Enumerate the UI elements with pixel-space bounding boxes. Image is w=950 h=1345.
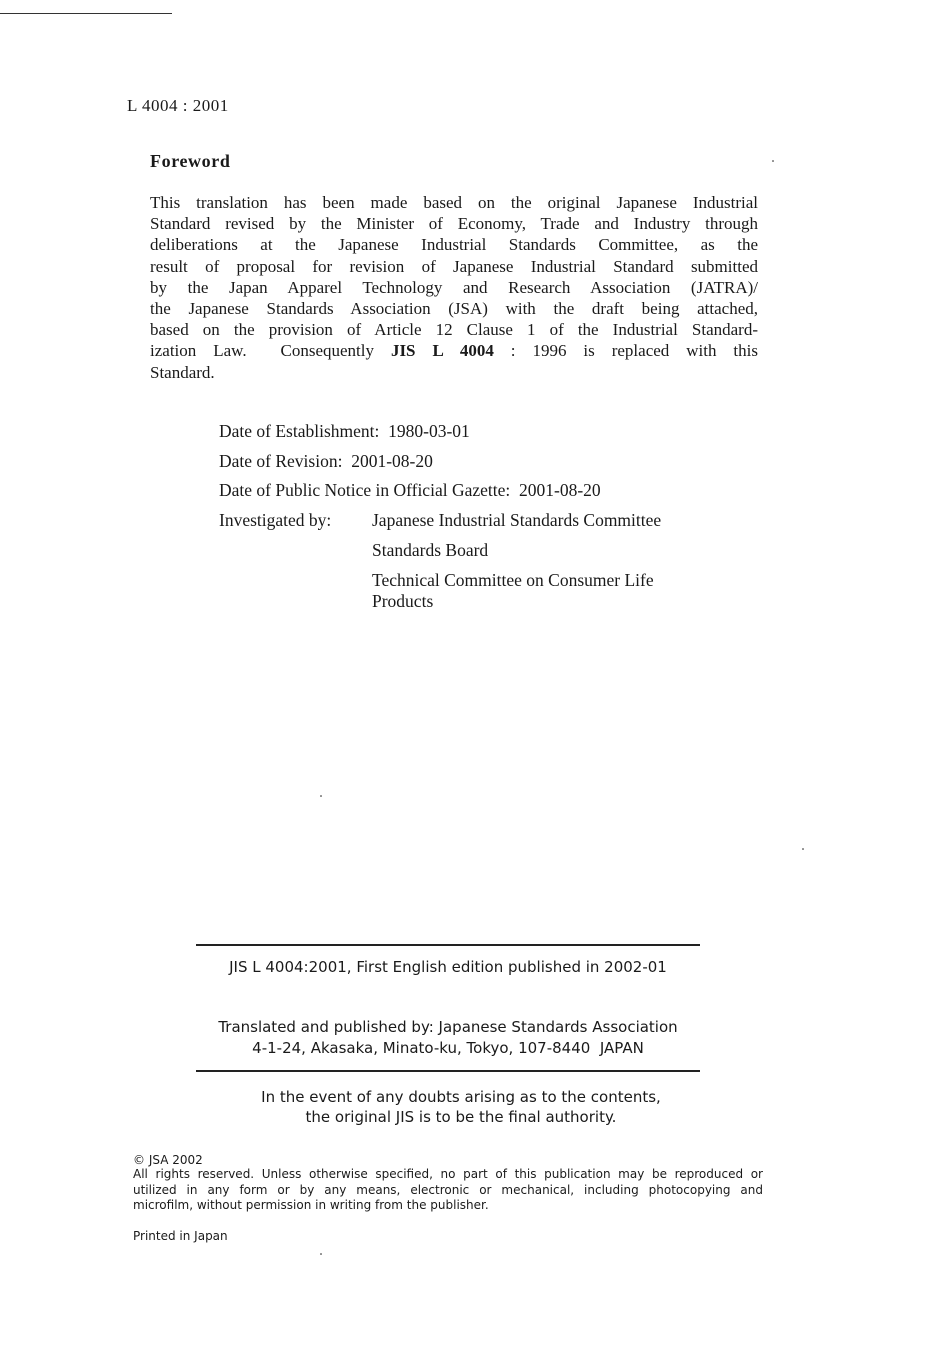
foreword-heading: Foreword	[150, 151, 231, 171]
rights-line: utilized in any form or by any means, electronic or mechanical, including photocopying and	[133, 1182, 763, 1197]
investigated-by-label: Investigated by:	[219, 510, 332, 530]
publisher-address: 4-1-24, Akasaka, Minato-ku, Tokyo, 107-8440 JAPAN	[252, 1039, 644, 1057]
scan-speck	[320, 795, 322, 797]
document-id: L 4004 : 2001	[127, 96, 229, 115]
standard-reference: JIS L 4004	[390, 341, 494, 361]
foreword-paragraph	[150, 192, 758, 383]
foreword-line-text: : 1996 is replaced with this	[493, 341, 758, 361]
foreword-line: result of proposal for revision of Japanese Industrial Standard submitted	[150, 256, 758, 276]
foreword-line	[150, 340, 758, 361]
investigator-line: Products	[372, 591, 434, 611]
top-rule	[0, 13, 172, 14]
authority-line: the original JIS is to be the final authority.	[305, 1108, 617, 1126]
investigator-technical-committee	[372, 570, 654, 612]
foreword-line: the Japanese Standards Association (JSA) with the draft being attached,	[150, 299, 758, 319]
foreword-line: This translation has been made based on the original Japanese Industrial	[150, 193, 758, 212]
authority-note	[196, 1087, 726, 1127]
publisher-block	[196, 1017, 700, 1059]
edition-note: JIS L 4004:2001, First English edition published in 2002-01	[229, 958, 667, 976]
foreword-line: Standard revised by the Minister of Economy, Trade and Industry through	[150, 214, 758, 234]
scan-speck	[802, 848, 804, 850]
foreword-line-text: ization Law. Consequently	[150, 341, 391, 361]
foreword-line: Standard.	[150, 362, 215, 382]
rights-line: microfilm, without permission in writing from the publisher.	[133, 1198, 489, 1212]
establishment-date: Date of Establishment: 1980-03-01	[219, 421, 470, 441]
copyright: © JSA 2002	[133, 1153, 203, 1167]
footer-rule-bottom	[196, 1070, 700, 1072]
investigator-committee: Japanese Industrial Standards Committee	[372, 510, 662, 530]
investigator-line: Technical Committee on Consumer Life	[372, 570, 654, 590]
foreword-line: based on the provision of Article 12 Clause 1 of the Industrial Standard-	[150, 320, 758, 340]
scan-speck	[320, 1253, 322, 1255]
revision-date: Date of Revision: 2001-08-20	[219, 451, 433, 471]
printed-in: Printed in Japan	[133, 1229, 228, 1243]
scan-speck	[772, 160, 774, 162]
authority-line: In the event of any doubts arising as to the contents,	[261, 1088, 661, 1106]
public-notice-date: Date of Public Notice in Official Gazette: 2001-08-20	[219, 480, 601, 500]
investigator-board: Standards Board	[372, 540, 489, 560]
foreword-line: by the Japan Apparel Technology and Research Association (JATRA)/	[150, 277, 758, 297]
rights-line: All rights reserved. Unless otherwise specified, no part of this publication may be reproduced or	[133, 1167, 763, 1181]
foreword-line: deliberations at the Japanese Industrial Standards Committee, as the	[150, 235, 758, 255]
footer-rule-top	[196, 944, 700, 946]
publisher-line: Translated and published by: Japanese Standards Association	[218, 1018, 678, 1036]
rights-notice	[133, 1167, 763, 1214]
